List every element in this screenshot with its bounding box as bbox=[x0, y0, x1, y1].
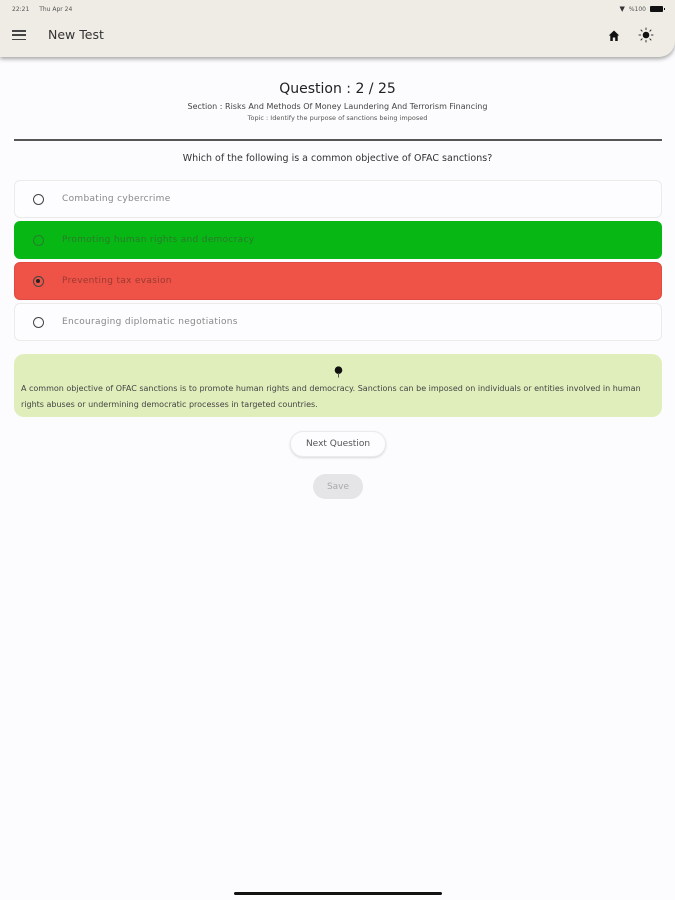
explanation-card bbox=[14, 354, 662, 417]
page-title: New Test bbox=[48, 27, 104, 42]
menu-icon[interactable] bbox=[12, 29, 26, 41]
battery-percent: %100 bbox=[628, 5, 646, 13]
section-label: Section : Risks And Methods Of Money Laundering And Terrorism Financing bbox=[187, 102, 488, 111]
answer-option-2-correct[interactable] bbox=[14, 221, 662, 259]
app-bar bbox=[0, 0, 675, 57]
option-label: Preventing tax evasion bbox=[62, 276, 172, 286]
answer-options bbox=[14, 180, 662, 344]
brightness-icon[interactable] bbox=[638, 27, 654, 43]
status-date: Thu Apr 24 bbox=[39, 5, 73, 13]
question-counter: Question : 2 / 25 bbox=[279, 81, 396, 97]
radio-button[interactable] bbox=[33, 194, 44, 205]
pin-icon bbox=[334, 363, 343, 375]
answer-option-4[interactable] bbox=[14, 303, 662, 341]
answer-option-1[interactable] bbox=[14, 180, 662, 218]
status-bar bbox=[12, 4, 663, 14]
radio-button-selected[interactable] bbox=[33, 276, 44, 287]
divider bbox=[14, 139, 662, 141]
home-icon[interactable] bbox=[607, 28, 621, 42]
option-label: Encouraging diplomatic negotiations bbox=[62, 317, 238, 327]
next-question-button[interactable]: Next Question bbox=[290, 431, 386, 457]
option-label: Promoting human rights and democracy bbox=[62, 235, 255, 245]
toolbar bbox=[0, 24, 675, 48]
topic-label: Topic : Identify the purpose of sanctions being imposed bbox=[247, 114, 428, 122]
wifi-icon: ▼ bbox=[619, 5, 625, 13]
answer-option-3-selected-wrong[interactable] bbox=[14, 262, 662, 300]
status-time: 22:21 bbox=[12, 5, 30, 13]
explanation-text: A common objective of OFAC sanctions is to promote human rights and democracy. Sanctions can be imposed on individuals or entities involved in human rights abuses or undermining democratic processes in targeted countries. bbox=[21, 384, 641, 409]
radio-button[interactable] bbox=[33, 235, 44, 246]
battery-icon bbox=[650, 6, 663, 12]
save-button[interactable]: Save bbox=[313, 474, 363, 499]
question-header bbox=[0, 80, 675, 123]
question-text: Which of the following is a common objective of OFAC sanctions? bbox=[182, 153, 493, 164]
radio-button[interactable] bbox=[33, 317, 44, 328]
home-indicator[interactable] bbox=[234, 892, 442, 895]
option-label: Combating cybercrime bbox=[62, 194, 171, 204]
